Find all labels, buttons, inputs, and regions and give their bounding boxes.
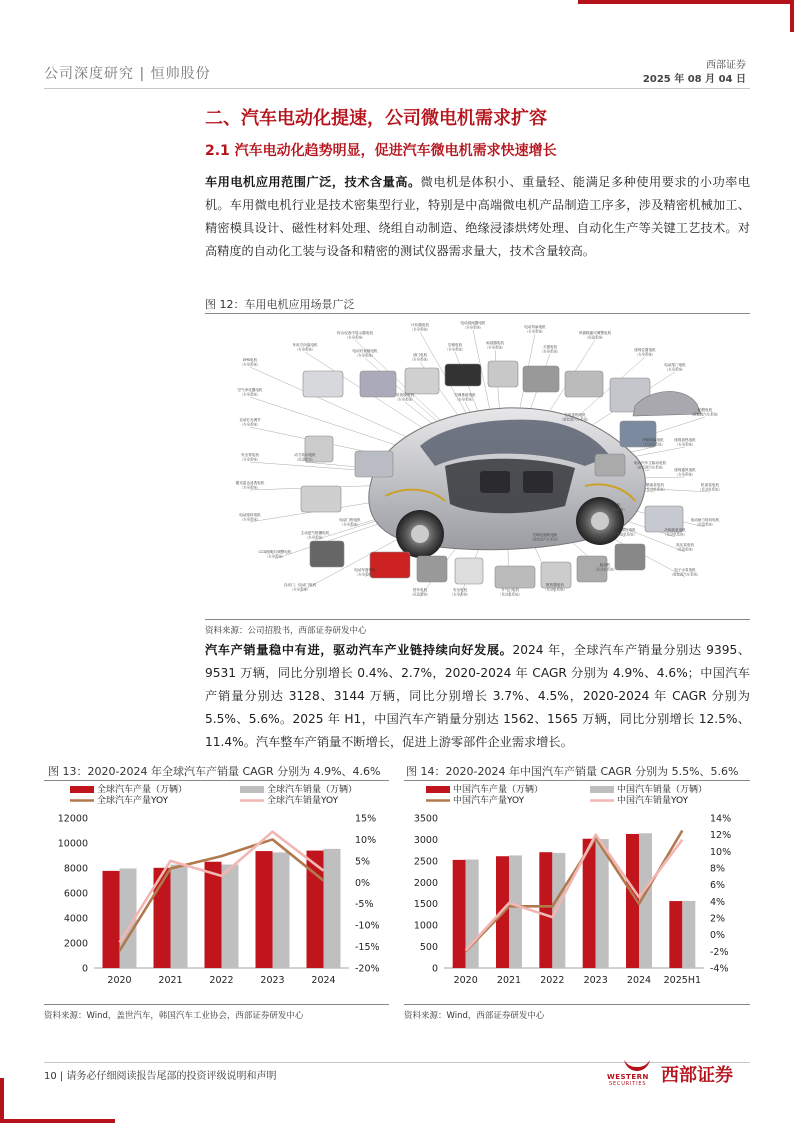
page-number: 10 [44, 1071, 57, 1082]
y2-tick-label: -5% [355, 899, 374, 911]
legend-label: 全球汽车产量（万辆） [97, 785, 188, 795]
y-tick-label: 6000 [63, 888, 88, 900]
bar [552, 853, 565, 968]
y2-tick-label: 10% [355, 834, 377, 846]
y-tick-label: 1000 [413, 920, 438, 932]
section-heading: 二、汽车电动化提速，公司微电机需求扩容 [205, 108, 547, 129]
motor-callout-system: （车身系统） [454, 397, 476, 402]
car-illustration [205, 316, 750, 616]
y-tick-label: 0 [81, 963, 88, 975]
motor-callout-label: 电动刮雨器电机 [460, 321, 486, 325]
bar [205, 862, 222, 968]
motor-callout-system: （车身系统） [239, 457, 261, 462]
motor-callout-label: 电子水泵电机 [674, 568, 696, 572]
legend-label: 中国汽车销量（万辆） [617, 785, 708, 795]
motor-callout-label: 综合仪表中显示器电机 [337, 331, 373, 335]
bar [171, 865, 188, 968]
motor-callout-label: 空气净化器电机 [237, 388, 263, 392]
motor-callout-label: 节气门电机 [501, 588, 519, 592]
motor-callout-label: 冷却风扇电机 [642, 438, 664, 442]
y-tick-label: 2500 [413, 856, 438, 868]
logo-english-sub: SECURITIES [609, 1081, 647, 1087]
y2-tick-label: 0% [355, 877, 371, 889]
y-tick-label: 12000 [57, 813, 88, 825]
motor-callout-system: （车身系统） [484, 345, 506, 350]
x-tick-label: 2020 [453, 975, 478, 986]
bar [596, 839, 609, 968]
bar [669, 901, 682, 968]
figure-13-source: 资料来源：Wind，盖世汽车，韩国汽车工业协会，西部证券研发中心 [44, 1011, 304, 1021]
legend-label: 全球汽车销量YOY [267, 796, 339, 806]
legend-label: 中国汽车产量YOY [453, 796, 525, 806]
y2-tick-label: -10% [355, 920, 380, 932]
motor-callout-system: （车身系统） [409, 327, 431, 332]
footer-disclaimer: 10 | 请务必仔细阅读报告尾部的投资评级说明和声明 [44, 1071, 277, 1082]
y-tick-label: 3000 [413, 834, 438, 846]
motor-callout-label: 散热器电机 [546, 583, 564, 587]
figure-14-title: 图 14：2020-2024 年中国汽车产销量 CAGR 分别为 5.5%、5.6% [406, 765, 739, 778]
paragraph-lead: 汽车产销量稳中有进，驱动汽车产业链持续向好发展。 [205, 643, 513, 657]
motor-callout-system: （发动机系统） [641, 442, 665, 447]
bar [103, 871, 120, 968]
motor-callout-system: （底盘系统） [294, 457, 316, 462]
motor-callout-system: （新能源汽车系统） [634, 465, 666, 470]
x-tick-label: 2024 [311, 975, 336, 986]
legend-label: 全球汽车销量（万辆） [267, 785, 358, 795]
motor-callout-system: （发动机系统） [498, 592, 522, 597]
motor-callout-label: 空调系统电机 [454, 393, 476, 397]
y-tick-label: 1500 [413, 899, 438, 911]
motor-callout-system: （车身系统） [239, 517, 261, 522]
motor-callout-system: （新能源汽车系统） [689, 412, 721, 417]
y-tick-label: 10000 [57, 838, 88, 850]
y2-tick-label: -20% [355, 963, 380, 975]
motor-callout-system: （车身系统） [664, 367, 686, 372]
y2-tick-label: 12% [710, 830, 732, 842]
motor-callout-system: （发动机系统） [643, 487, 667, 492]
motor-callout-system: （车身系统） [339, 522, 361, 527]
y2-tick-label: 10% [710, 846, 732, 858]
x-tick-label: 2024 [626, 975, 652, 986]
motor-callout-label: 安全带电机 [241, 453, 259, 457]
motor-callout-label: 雨刮器电机 [486, 341, 504, 345]
header-divider [44, 88, 750, 89]
motor-callout-system: （车身系统） [344, 335, 366, 340]
motor-callout-label: 电动座椅电机 [239, 513, 261, 517]
motor-callout-label: 后视镜电机 [396, 393, 414, 397]
bar [273, 852, 290, 968]
motor-callout-system: （车身系统） [289, 587, 311, 592]
motor-callout-label: 电动后视镜电机 [352, 349, 378, 353]
motor-callout-system: （车身系统） [354, 353, 376, 358]
paragraph-motor-intro [205, 171, 750, 263]
company-logo-text: 西部证券 [661, 1065, 733, 1086]
motor-callout-label: 动力转向电机 [294, 453, 316, 457]
legend-swatch [426, 786, 450, 793]
figure-14-source: 资料来源：Wind，西部证券研发中心 [404, 1011, 545, 1021]
motor-callout-label: 激光雷达清洗电机 [235, 481, 265, 485]
motor-callout-label: 轮毂电机 [697, 408, 713, 412]
motor-callout-label: 电动助力转向电机 [690, 518, 720, 522]
x-tick-label: 2022 [209, 975, 234, 986]
motor-callout-label: 冷却液泵电机 [664, 528, 686, 532]
figure-rule [404, 1004, 750, 1005]
y2-tick-label: -4% [710, 963, 729, 975]
motor-callout-label: 风窗除霜可调整电机 [578, 331, 612, 335]
footer-note: 请务必仔细阅读报告尾部的投资评级说明和声明 [66, 1071, 277, 1082]
motor-callout-label: 车用方向盘电机 [292, 343, 318, 347]
x-tick-label: 2022 [540, 975, 565, 986]
logo-english: WESTERN [607, 1073, 649, 1081]
y2-tick-label: 2% [710, 913, 726, 925]
motor-callout-system: （车身系统） [239, 422, 261, 427]
corner-decoration-top-vertical [790, 0, 794, 32]
motor-callout-system: （发动机系统） [593, 567, 617, 572]
motor-callout-system: （车身系统） [449, 592, 471, 597]
china-auto-chart [404, 782, 750, 1002]
motor-callout-system: （车身系统） [354, 572, 376, 577]
global-auto-chart [44, 782, 389, 1002]
x-tick-label: 2021 [158, 975, 183, 986]
paragraph-lead: 车用电机应用范围广泛，技术含量高。 [205, 175, 421, 189]
motor-callout-system: （车身系统） [304, 535, 326, 540]
motor-callout-system: （底盘系统） [584, 335, 606, 340]
figure-12-source: 资料来源：公司招股书，西部证券研发中心 [205, 626, 367, 636]
motor-callout-label: 涡轮增压电机 [614, 528, 636, 532]
motor-callout-label: 自动灯光调节 [239, 418, 261, 422]
figure-rule [44, 780, 389, 781]
motor-callout-label: 主动进气格栅电机 [300, 531, 330, 535]
motor-callout-label: 座椅加热电机 [674, 438, 696, 442]
motor-callout-label: 起动机 [599, 563, 611, 567]
motor-callout-label: 充电盖锁电机 [564, 413, 586, 417]
bar [256, 851, 273, 968]
bar [466, 860, 479, 968]
motor-callout-system: （车身系统） [462, 325, 484, 330]
motor-callout-label: 电动尾门电机 [664, 363, 686, 367]
x-tick-label: 2023 [260, 975, 285, 986]
figure-12-title: 图 12：车用电机应用场景广泛 [205, 298, 355, 311]
y2-tick-label: 8% [710, 863, 726, 875]
motor-callout-system: （车身系统） [239, 485, 261, 490]
bull-logo-icon [622, 1058, 652, 1072]
motor-callout-label: 自动门、电动门电机 [283, 583, 317, 587]
y2-tick-label: 5% [355, 856, 371, 868]
motor-callout-system: （车身系统） [239, 392, 261, 397]
bar [682, 901, 695, 968]
motor-callout-system: （新能源汽车系统） [559, 417, 591, 422]
motor-callout-system: （新能源汽车系统） [669, 572, 701, 577]
subsection-heading: 2.1 汽车电动化趋势明显，促进汽车微电机需求快速增长 [205, 143, 557, 159]
motor-callout-label: CCD照明灯调整电机 [258, 550, 292, 554]
motor-callout-label: 燃油泵电机 [646, 483, 664, 487]
corner-decoration-top [578, 0, 794, 4]
motor-callout-system: （车身系统） [674, 472, 696, 477]
header-date: 2025 年 08 月 04 日 [642, 74, 746, 85]
figure-rule [205, 619, 750, 620]
corner-decoration-bottom [0, 1078, 4, 1123]
motor-callout-system: （发动机系统） [603, 507, 627, 512]
bar [539, 852, 552, 968]
car-motor-diagram [205, 316, 750, 616]
motor-callout-label: 座椅通风电机 [674, 468, 696, 472]
y2-tick-label: 14% [710, 813, 732, 825]
x-tick-label: 2021 [496, 975, 522, 986]
motor-callout-system: （车身系统） [409, 357, 431, 362]
legend-swatch [240, 786, 264, 793]
motor-callout-system: （发动机系统） [543, 587, 567, 592]
figure-13-title: 图 13：2020-2024 年全球汽车产销量 CAGR 分别为 4.9%、4.6% [48, 765, 381, 778]
figure-rule [205, 313, 750, 314]
header-company: 西部证券 [706, 60, 746, 71]
legend-label: 全球汽车产量YOY [97, 796, 169, 806]
motor-callout-system: （车身系统） [394, 397, 416, 402]
motor-callout-system: （底盘系统） [409, 592, 431, 597]
y2-tick-label: 4% [710, 896, 726, 908]
paragraph-body: 2024 年，全球汽车产销量分别达 9395、9531 万辆，同比分别增长 0.4%、2.7%，2020-2024 年 CAGR 分别为 4.9%、4.6%；中国汽车产销量分别达 3128、3144 万辆，同比分别增长 3.7%、4.5%，2020-2024 年 CAGR 分别为 5.5%、5.6%。2025 年 H1，中国汽车产销量分别达 1562、1565 万辆，同比分别增长 12.5%、11.4%。汽车整车产销量不断增长，促进上游零部件企业需求增长。 [205, 643, 751, 749]
motor-callout-system: （车身系统） [444, 347, 466, 352]
figure-rule [404, 780, 750, 781]
motor-callout-label: 空调电机 [447, 343, 463, 347]
x-tick-label: 2023 [583, 975, 608, 986]
motor-callout-system: （车身系统） [264, 554, 286, 559]
y-tick-label: 8000 [63, 863, 88, 875]
motor-callout-system: （发动机系统） [613, 532, 637, 537]
y-tick-label: 2000 [63, 938, 88, 950]
bar [453, 860, 466, 968]
y-tick-label: 2000 [413, 877, 438, 889]
bar [222, 865, 239, 969]
y2-tick-label: 0% [710, 930, 726, 942]
motor-callout-system: （车身系统） [634, 352, 656, 357]
y2-tick-label: 15% [355, 813, 377, 825]
report-header-title: 公司深度研究 | 恒帅股份 [44, 66, 211, 82]
motor-callout-label: 安全电机 [452, 588, 468, 592]
y-tick-label: 500 [419, 942, 438, 954]
bar [324, 849, 341, 968]
motor-callout-label: 电动车窗电机 [354, 568, 376, 572]
legend-swatch [70, 786, 94, 793]
motor-callout-system: （车身系统） [524, 329, 546, 334]
legend-label: 中国汽车产量（万辆） [453, 785, 544, 795]
motor-callout-label: 座椅位置电机 [634, 348, 656, 352]
y2-tick-label: 6% [710, 880, 726, 892]
paragraph-auto-output [205, 639, 750, 754]
legend-label: 中国汽车销量YOY [617, 796, 689, 806]
y2-tick-label: -15% [355, 942, 380, 954]
motor-callout-label: EPB电机 [242, 358, 258, 362]
y2-tick-label: -2% [710, 946, 729, 958]
motor-callout-system: （发动机系统） [698, 487, 722, 492]
y-tick-label: 3500 [413, 813, 438, 825]
bar [509, 855, 522, 968]
corner-decoration-bottom-horizontal [0, 1119, 115, 1123]
motor-callout-label: 油门电机 [412, 353, 428, 357]
motor-callout-system: （车身系统） [239, 362, 261, 367]
motor-callout-system: （发动机系统） [663, 532, 687, 537]
x-tick-label: 2025H1 [663, 975, 702, 986]
motor-callout-label: 计价器电机 [411, 323, 429, 327]
motor-callout-label: 发电机 [609, 503, 621, 507]
motor-callout-label: 机油泵电机 [701, 483, 719, 487]
motor-callout-system: （车身系统） [294, 347, 316, 352]
motor-callout-system: （底盘系统） [674, 547, 696, 552]
figure-rule [44, 1004, 389, 1005]
motor-callout-system: （车身系统） [674, 442, 696, 447]
legend-swatch [590, 786, 614, 793]
motor-callout-system: （底盘系统） [694, 522, 716, 527]
motor-callout-system: （车身系统） [539, 349, 561, 354]
x-tick-label: 2020 [107, 975, 132, 986]
y-tick-label: 0 [431, 963, 438, 975]
motor-callout-label: 驻车电机 [412, 588, 428, 592]
motor-callout-label: 电动风扇电机 [524, 325, 546, 329]
motor-callout-system: （新能源汽车系统） [529, 537, 561, 542]
motor-callout-label: 高压泵电机 [676, 543, 694, 547]
paragraph-body: 微电机是体积小、重量轻、能满足多种使用要求的小功率电机。车用微电机行业是技术密集型行业，特别是中高端微电机产品制造工序多，涉及精密机械加工、精密模具设计、磁性材料处理、绕组自动制造、绝缘浸漆烘烤处理、自动化生产等关键工艺技术。对高精度的自动化工装与设备和精密的测试仪器需求量大，技术含量较高。 [205, 175, 751, 258]
y-tick-label: 4000 [63, 913, 88, 925]
motor-callout-label: 天窗电机 [542, 345, 558, 349]
motor-callout-label: 空调压缩机电机 [532, 533, 558, 537]
motor-callout-label: 电动门锁电机 [339, 518, 361, 522]
motor-callout-label: 电动汽车主驱动电机 [633, 461, 667, 465]
